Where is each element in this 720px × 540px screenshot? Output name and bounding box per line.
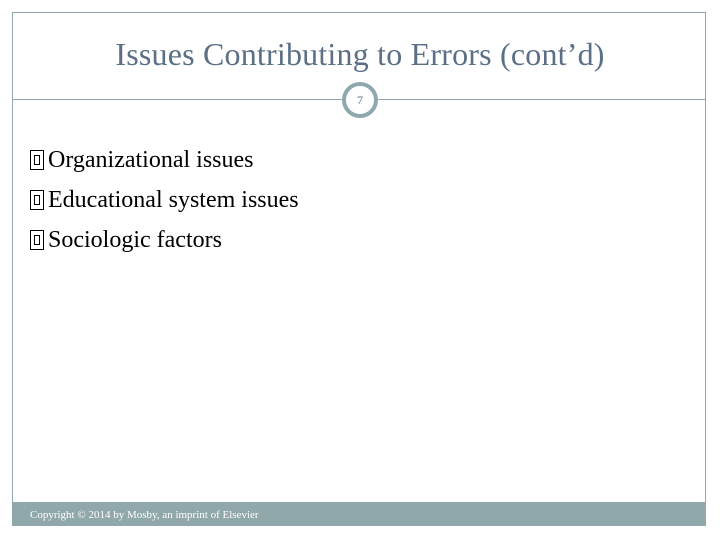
title-divider-left [12, 99, 344, 100]
bullet-text: Organizational issues [48, 146, 254, 173]
bullet-box-icon [30, 150, 44, 170]
bullet-list [30, 140, 299, 260]
bullet-item-educational [30, 180, 299, 220]
title-divider-right [378, 99, 706, 100]
bullet-item-sociologic [30, 220, 299, 260]
slide-number-badge [342, 82, 378, 118]
bullet-text: Educational system issues [48, 186, 299, 213]
bullet-text: Sociologic factors [48, 226, 222, 253]
bullet-box-icon [30, 190, 44, 210]
slide-number: 7 [357, 92, 363, 107]
bullet-box-icon [30, 230, 44, 250]
copyright-notice: Copyright © 2014 by Mosby, an imprint of Elsevier [30, 509, 259, 521]
bullet-item-organizational [30, 140, 299, 180]
slide-title: Issues Contributing to Errors (cont’d) [115, 36, 605, 72]
